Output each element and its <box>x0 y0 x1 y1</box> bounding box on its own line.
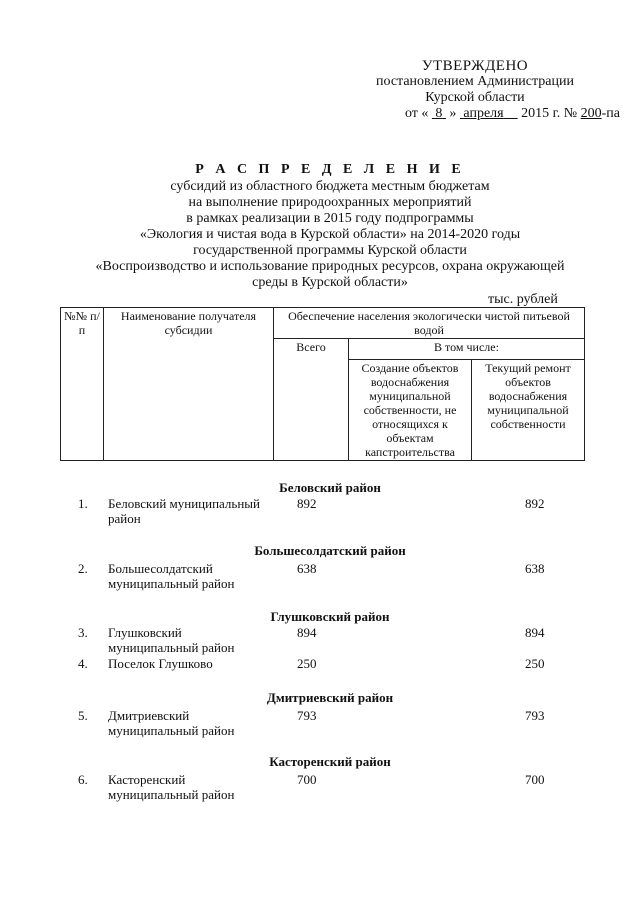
row-repair: 638 <box>525 561 545 576</box>
heading-line: в рамках реализации в 2015 году подпрограммы <box>186 211 474 226</box>
row-number: 4. <box>78 656 88 671</box>
row-total: 700 <box>297 772 317 787</box>
heading-line: «Экология и чистая вода в Курской области» на 2014-2020 годы <box>139 227 521 242</box>
units-label: тыс. рублей <box>488 292 558 307</box>
col-name-header: Наименование получателя субсидии <box>104 308 274 461</box>
row-repair: 250 <box>525 656 545 671</box>
col-repair-header: Текущий ремонт объектов водоснабжения муниципальной собственности <box>472 360 585 461</box>
row-total: 638 <box>297 561 317 576</box>
row-name: Беловский муниципальный район <box>108 496 260 526</box>
row-repair: 892 <box>525 496 545 511</box>
district-heading: Беловский район <box>279 480 381 495</box>
district-heading: Глушковский район <box>270 609 390 624</box>
row-name: Большесолдатский муниципальный район <box>108 561 235 591</box>
row-number: 5. <box>78 708 88 723</box>
heading-line: субсидий из областного бюджета местным бюджетам <box>170 179 490 194</box>
district-heading: Касторенский район <box>269 754 391 769</box>
district-heading: Дмитриевский район <box>266 690 394 705</box>
approval-line-1: постановлением Администрации <box>376 74 574 89</box>
heading-line: на выполнение природоохранных мероприятий <box>188 195 472 210</box>
heading-line: среды в Курской области» <box>252 275 408 290</box>
date-month-value: апреля <box>463 106 504 121</box>
col-group-header: Обеспечение населения экологически чистой питьевой водой <box>274 308 585 339</box>
row-name: Глушковский муниципальный район <box>108 625 235 655</box>
row-name: Дмитриевский муниципальный район <box>108 708 235 738</box>
document-title: Р А С П Р Е Д Е Л Е Н И Е <box>195 162 465 177</box>
approval-line-2: Курской области <box>425 90 525 105</box>
row-repair: 793 <box>525 708 545 723</box>
row-total: 892 <box>297 496 317 511</box>
date-prefix: от « <box>404 106 429 121</box>
district-heading: Большесолдатский район <box>254 543 406 558</box>
col-num-header: №№ п/п <box>61 308 104 461</box>
row-name: Касторенский муниципальный район <box>108 772 235 802</box>
row-total: 894 <box>297 625 317 640</box>
approval-title: УТВЕРЖДЕНО <box>421 58 529 74</box>
doc-suffix: -па <box>601 106 620 121</box>
doc-number: 200 <box>580 106 602 121</box>
row-repair: 894 <box>525 625 545 640</box>
heading-line: «Воспроизводство и использование природных ресурсов, охрана окружающей <box>95 259 565 274</box>
row-name: Поселок Глушково <box>108 656 213 671</box>
row-repair: 700 <box>525 772 545 787</box>
date-day-close: » <box>449 106 457 121</box>
col-including-header: В том числе: <box>349 339 585 360</box>
row-total: 250 <box>297 656 317 671</box>
row-number: 2. <box>78 561 88 576</box>
row-total: 793 <box>297 708 317 723</box>
row-number: 3. <box>78 625 88 640</box>
col-creation-header: Создание объектов водоснабжения муниципальной собственности, не относящихся к объектам капстроительства <box>349 360 472 461</box>
date-year: 2015 г. № <box>521 106 578 121</box>
row-number: 6. <box>78 772 88 787</box>
col-total-header: Всего <box>274 339 349 461</box>
date-day-value: 8 <box>435 106 443 121</box>
heading-line: государственной программы Курской области <box>193 243 467 258</box>
row-number: 1. <box>78 496 88 511</box>
